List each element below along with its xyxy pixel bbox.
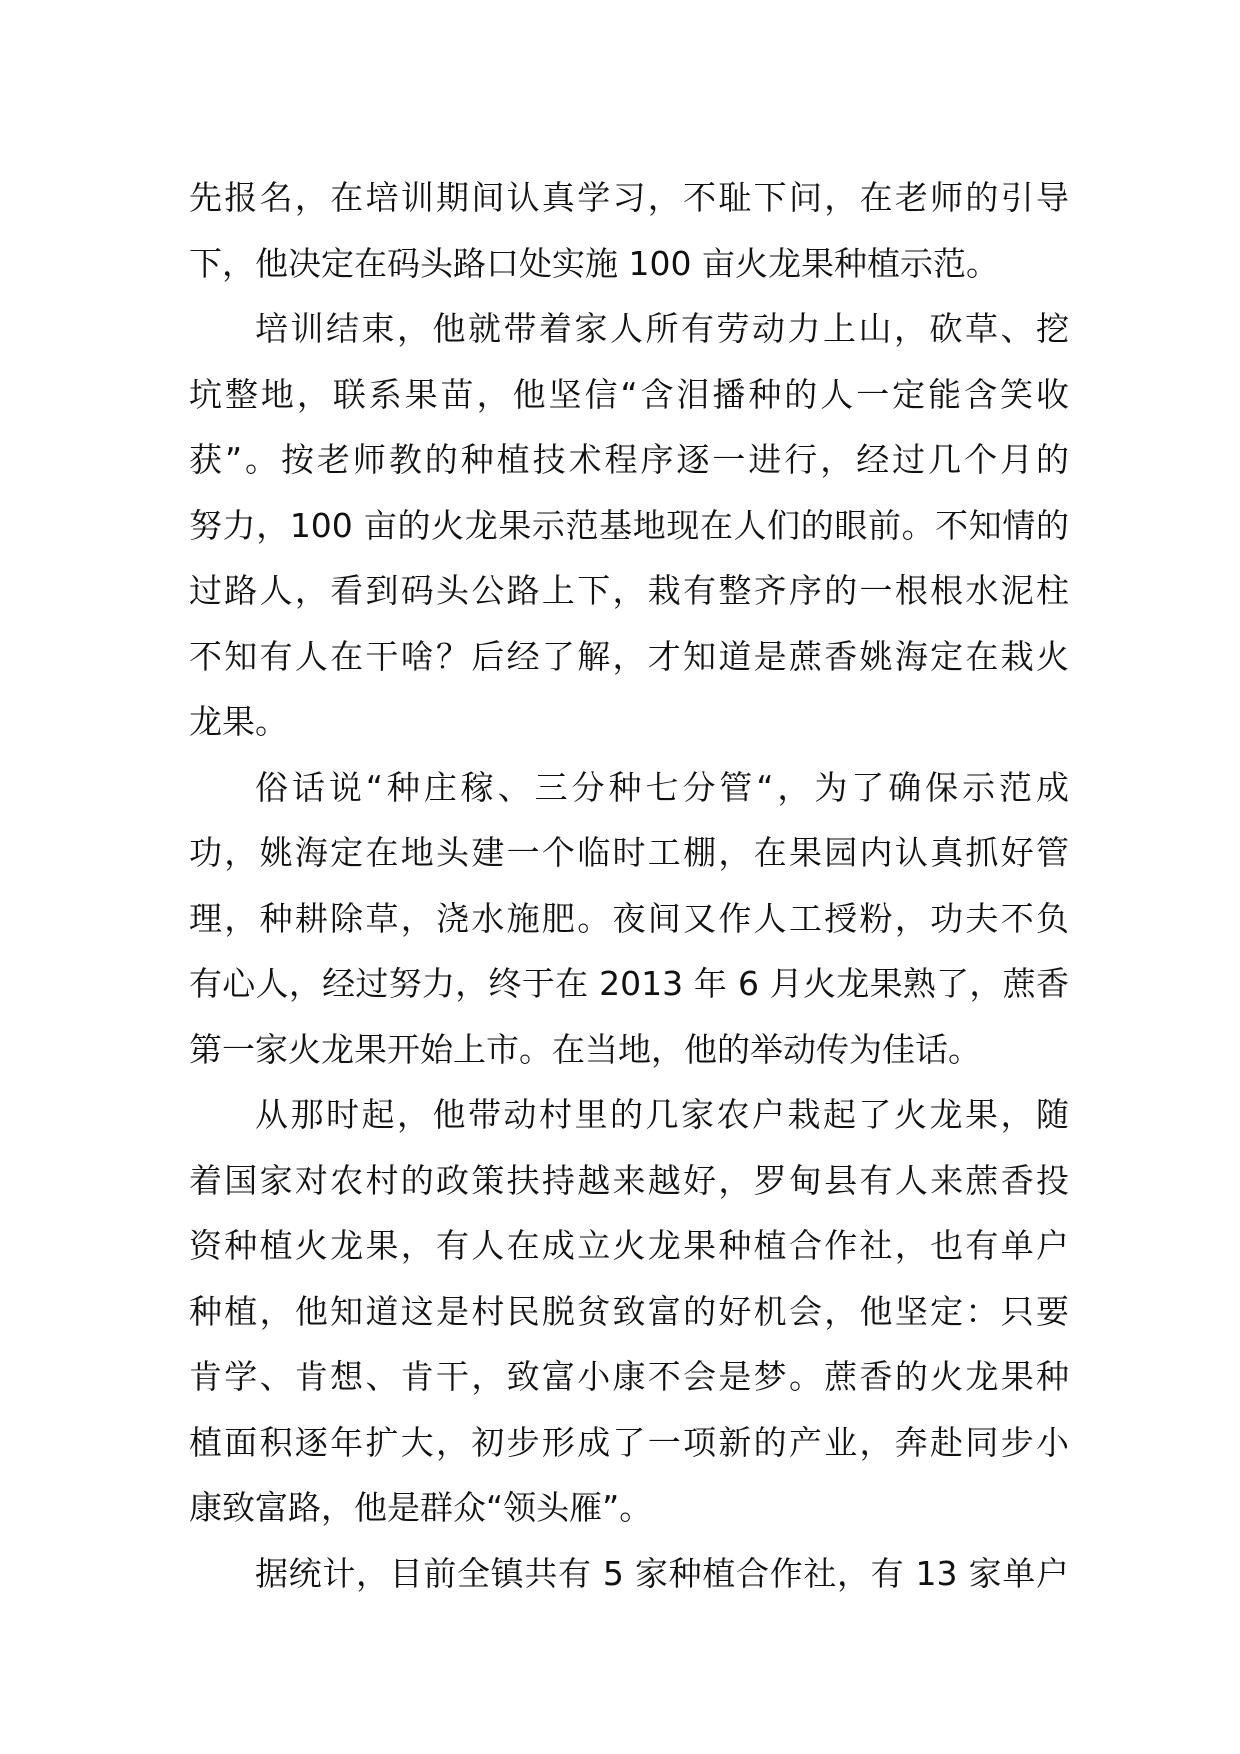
- text-line: 培训结束，他就带着家人所有劳动力上山，砍草、挖: [255, 309, 1069, 348]
- text-line: 获”。按老师教的种植技术程序逐一进行，经过几个月的: [189, 440, 1069, 479]
- text-line: 坑整地，联系果苗，他坚信“含泪播种的人一定能含笑收: [189, 374, 1069, 414]
- text-line: 植面积逐年扩大，初步形成了一项新的产业，奔赴同步小: [189, 1422, 1069, 1462]
- text-line: 肯学、肯想、肯干，致富小康不会是梦。蔗香的火龙果种: [189, 1357, 1069, 1396]
- text-line: 着国家对农村的政策扶持越来越好，罗甸县有人来蔗香投: [189, 1160, 1069, 1200]
- text-line: 龙果。: [189, 702, 288, 741]
- paragraph: [189, 1082, 1069, 1541]
- text-line: 努力，100 亩的火龙果示范基地现在人们的眼前。不知情的: [189, 505, 1069, 545]
- text-line: 康致富路，他是群众“领头雁”。: [189, 1488, 653, 1527]
- text-line: 种植，他知道这是村民脱贫致富的好机会，他坚定：只要: [189, 1291, 1069, 1331]
- text-line: 资种植火龙果，有人在成立火龙果种植合作社，也有单户: [189, 1226, 1069, 1265]
- text-line: 下，他决定在码头路口处实施 100 亩火龙果种植示范。: [189, 243, 999, 283]
- text-line: 理，种耕除草，浇水施肥。夜间又作人工授粉，功夫不负: [189, 898, 1069, 938]
- text-line: 据统计，目前全镇共有 5 家种植合作社，有 13 家单户: [255, 1553, 1069, 1593]
- text-line: 先报名，在培训期间认真学习，不耻下问，在老师的引导: [189, 178, 1069, 217]
- paragraph: [189, 165, 1069, 296]
- paragraph: [189, 755, 1069, 1083]
- text-line: 有心人，经过努力，终于在 2013 年 6 月火龙果熟了，蔗香: [189, 964, 1069, 1003]
- text-line: 第一家火龙果开始上市。在当地，他的举动传为佳话。: [189, 1029, 981, 1069]
- text-line: 过路人，看到码头公路上下，栽有整齐序的一根根水泥柱: [189, 571, 1069, 610]
- paragraph: [189, 296, 1069, 755]
- paragraph: [189, 1541, 1069, 1607]
- article-body: [189, 165, 1069, 1606]
- text-line: 功，姚海定在地头建一个临时工棚，在果园内认真抓好管: [189, 833, 1069, 872]
- text-line: 从那时起，他带动村里的几家农户栽起了火龙果，随: [255, 1095, 1069, 1134]
- text-line: 不知有人在干啥？后经了解，才知道是蔗香姚海定在栽火: [189, 636, 1069, 676]
- text-line: 俗话说“种庄稼、三分种七分管“，为了确保示范成: [255, 767, 1069, 807]
